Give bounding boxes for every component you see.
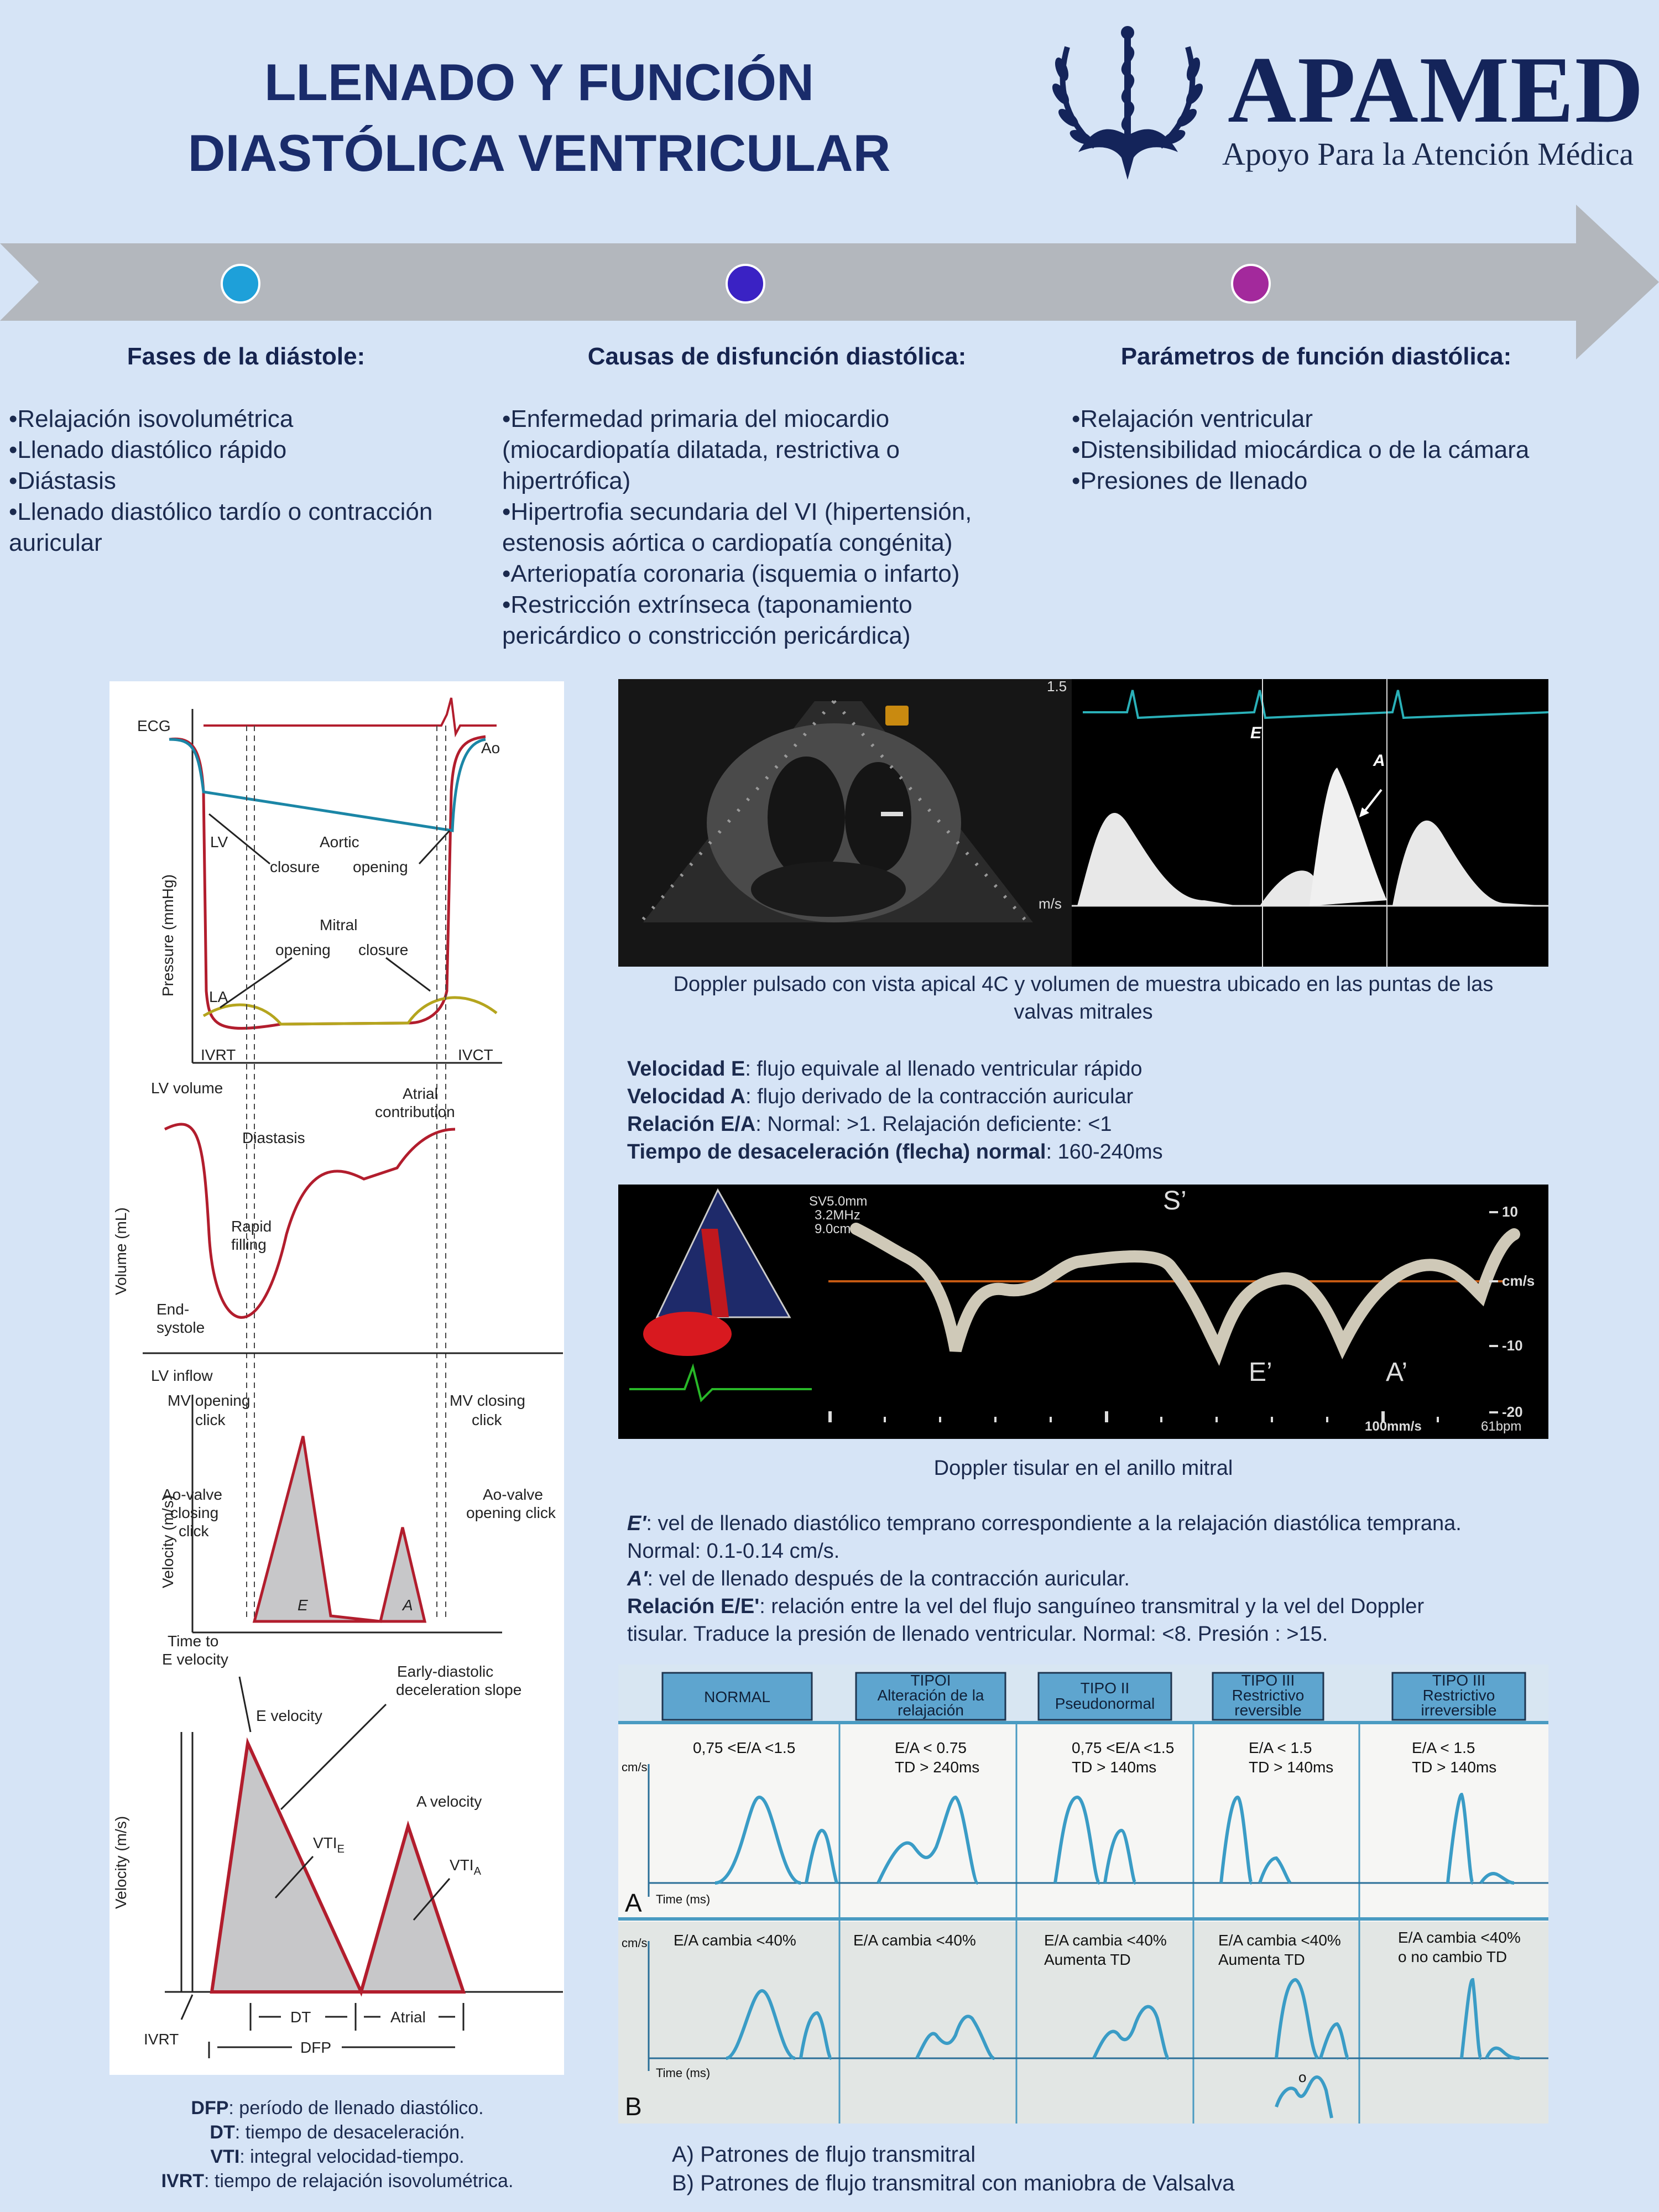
tdi-a-label: A’ [1386,1358,1408,1387]
section-a-label: A [625,1888,642,1917]
pw-e-label: E [1250,724,1262,742]
criteria-a-tipo1-l1: E/A < 0.75 [895,1739,967,1756]
note-decel-time [627,1138,1163,1166]
tdi-tick-cms: cm/s [1502,1272,1535,1289]
time-label-b: Time (ms) [656,2066,711,2080]
caption-line: Doppler pulsado con vista apical 4C y volumen de muestra ubicado en las puntas de las [673,973,1494,996]
ivrt-bottom-label: IVRT [144,2031,179,2048]
mitral-label: Mitral [320,916,358,933]
note-label: E' [627,1512,646,1535]
time-to-label: Time to [168,1632,219,1650]
eagle-caduceus-icon [1045,25,1211,191]
ao-valve-label-right: Ao-valve [483,1486,543,1503]
vti-e-subscript: E [337,1843,345,1855]
criteria-b-tipo3r-l2: Aumenta TD [1218,1951,1305,1968]
e-wave-label: E [298,1597,308,1614]
ao-valve-label-left: Ao-valve [162,1486,222,1503]
pulsed-doppler-caption [618,971,1548,1026]
list-item: •Diástasis [9,467,116,494]
note-label: Velocidad E [627,1057,745,1081]
legend-dfp [83,2096,592,2120]
criteria-b-tipo3i-l2: o no cambio TD [1398,1948,1507,1965]
note-label: Tiempo de desaceleración (flecha) normal [627,1140,1046,1164]
pattern-header-tipo2-l1: TIPO II [1080,1679,1130,1697]
pattern-header-normal: NORMAL [704,1688,770,1705]
logo-subtitle: Apoyo Para la Atención Médica [1222,136,1634,172]
ao-valve-opening-click-label: opening click [466,1504,556,1521]
valsalva-o-label: o [1298,2069,1307,2085]
list-item: •Presiones de llenado [1072,467,1308,494]
legend-abbr: DT [210,2122,235,2143]
pattern-header-tipo1-l1: TIPOI [910,1672,951,1689]
ivct-label: IVCT [458,1046,493,1063]
legend-abbr: IVRT [161,2171,205,2192]
end-label: End- [156,1301,190,1318]
tdi-mhz-label: 3.2MHz [815,1208,860,1223]
wiggers-legend [83,2096,592,2193]
criteria-a-normal-l1: 0,75 <E/A <1.5 [693,1739,796,1756]
filling-label: filling [231,1236,267,1253]
ivrt-label: IVRT [201,1046,236,1063]
ao-valve-click-label: click [179,1522,209,1540]
list-item: auricular [9,529,102,556]
note-ea-ratio [627,1110,1163,1138]
cms-label-b: cm/s [622,1936,648,1950]
legend-text: : período de llenado diastólico. [228,2098,484,2119]
pw-ms-label: m/s [1039,895,1062,912]
systole-label: systole [156,1319,205,1336]
legend-text: : integral velocidad-tiempo. [239,2146,465,2167]
legend-item: A) Patrones de flujo transmitral [672,2142,976,2167]
tissue-doppler-graphic [618,1185,1548,1439]
pattern-header-tipo2-l2: Pseudonormal [1055,1695,1155,1712]
pattern-header-tipo3r-l2: Restrictivo [1232,1687,1305,1704]
ao-label: Ao [481,739,500,757]
list-item: estenosis aórtica o cardiopatía congénita) [502,529,953,556]
note-label: A' [627,1567,648,1590]
patterns-legend [672,2140,1235,2198]
pattern-header-tipo3r-l3: reversible [1234,1702,1302,1719]
cms-label-a: cm/s [622,1760,648,1774]
mv-closing-label: MV closing [450,1392,525,1409]
tdi-tick-m10: -10 [1502,1337,1523,1354]
criteria-a-tipo2-l1: 0,75 <E/A <1.5 [1072,1739,1175,1756]
timeline-dot-2 [727,265,764,302]
legend-abbr: DFP [191,2098,229,2119]
atrial-segment-label: Atrial [390,2008,426,2026]
vti-a-subscript: A [473,1865,481,1877]
list-item: •Relajación ventricular [1072,405,1313,432]
note-text: : 160-240ms [1046,1140,1163,1164]
note-text: : vel de llenado después de la contracción auricular. [647,1567,1130,1590]
pressure-axis-label: Pressure (mmHg) [159,874,176,997]
ecg-label: ECG [137,717,171,734]
list-item: •Arteriopatía coronaria (isquemia o infarto) [502,560,960,587]
note-ee-ratio [627,1593,1462,1620]
page-title [111,47,968,189]
dt-label: DT [290,2008,311,2026]
note-text: : flujo equivale al llenado ventricular rápido [745,1057,1142,1081]
filling-patterns-diagram [618,1665,1548,2124]
list-item: •Distensibilidad miocárdica o de la cámara [1072,436,1530,463]
tissue-doppler-caption: Doppler tisular en el anillo mitral [933,1457,1233,1480]
legend-vti [83,2145,592,2169]
criteria-a-tipo3r-l1: E/A < 1.5 [1249,1739,1312,1756]
tdi-e-label: E’ [1249,1358,1272,1387]
lv-volume-label: LV volume [151,1079,223,1097]
list-item: •Restricción extrínseca (taponamiento [502,591,912,618]
criteria-a-tipo1-l2: TD > 240ms [895,1759,980,1776]
phases-list [9,404,432,559]
note-line: tisular. Traduce la presión de llenado ventricular. Normal: <8. Presión : >15. [627,1623,1328,1646]
causes-heading: Causas de disfunción diastólica: [587,343,967,370]
note-a-velocity [627,1083,1163,1110]
pulsed-doppler-graphic [618,679,1548,967]
detail-velocity-axis-label: Velocity (m/s) [112,1815,129,1909]
pattern-header-tipo3i-l2: Restrictivo [1422,1687,1495,1704]
criteria-b-tipo3i-l1: E/A cambia <40% [1398,1929,1521,1946]
ao-valve-closing-label: closing [170,1504,219,1521]
tdi-bpm-label: 61bpm [1481,1419,1522,1434]
early-diastolic-label: Early-diastolic [397,1663,494,1680]
criteria-b-tipo3r-l1: E/A cambia <40% [1218,1932,1341,1949]
note-text: : flujo derivado de la contracción auricular [745,1085,1134,1108]
parameters-heading: Parámetros de función diastólica: [1120,343,1512,370]
time-label-a: Time (ms) [656,1892,711,1906]
phases-heading: Fases de la diástole: [127,343,366,370]
list-item: pericárdico o constricción pericárdica) [502,622,911,649]
criteria-a-tipo3i-l2: TD > 140ms [1412,1759,1497,1776]
tdi-tick-10: 10 [1502,1203,1518,1220]
aortic-opening-label: opening [353,858,408,875]
list-item: •Relajación isovolumétrica [9,405,294,432]
pattern-header-tipo3i-l1: TIPO III [1432,1672,1486,1689]
list-item: •Llenado diastólico tardío o contracción [9,498,433,525]
vti-a-main: VTI [450,1856,474,1874]
tdi-speed-label: 100mm/s [1365,1419,1422,1434]
section-b-label: B [625,2092,642,2121]
vti-e-label [313,1834,345,1855]
legend-dt [83,2120,592,2145]
e-velocity-label: E velocity [256,1707,322,1724]
tdi-cm-label: 9.0cm [815,1222,851,1237]
note-text: : relación entre la vel del flujo sanguíneo transmitral y la vel del Doppler [759,1595,1425,1618]
lv-label: LV [210,833,228,851]
vti-e-main: VTI [313,1834,337,1851]
criteria-b-tipo2-l2: Aumenta TD [1044,1951,1131,1968]
mitral-closure-label: closure [358,941,409,958]
legend-abbr: VTI [210,2146,240,2167]
caption-line: valvas mitrales [1014,1000,1153,1024]
timeline-arrow [0,205,1659,365]
pulsed-doppler-notes [627,1055,1163,1166]
wiggers-diagram [109,681,564,2075]
apamed-logo [1045,25,1645,191]
aortic-label: Aortic [320,833,359,851]
note-e-velocity [627,1055,1163,1083]
tdi-sv-label: SV5.0mm [809,1194,868,1209]
criteria-b-normal-l1: E/A cambia <40% [674,1932,796,1949]
a-velocity-label: A velocity [416,1793,482,1810]
tdi-s-label: S’ [1163,1186,1187,1215]
contribution-label: contribution [375,1103,455,1120]
list-item: •Hipertrofia secundaria del VI (hipertensión, [502,498,972,525]
note-e-prime [627,1510,1462,1537]
criteria-b-tipo1-l1: E/A cambia <40% [853,1932,976,1949]
vti-a-label [450,1856,482,1877]
criteria-b-tipo2-l1: E/A cambia <40% [1044,1932,1167,1949]
pw-a-label: A [1373,752,1385,770]
pattern-header-tipo1-l3: relajación [898,1702,964,1719]
time-to-e-velocity-label: E velocity [162,1651,228,1668]
tdi-tick-m20: -20 [1502,1404,1523,1420]
note-text: : vel de llenado diastólico temprano correspondiente a la relajación diastólica temprana. [646,1512,1462,1535]
note-label: Velocidad A [627,1085,745,1108]
la-label: LA [209,988,228,1005]
note-label: Relación E/A [627,1113,756,1136]
criteria-a-tipo2-l2: TD > 140ms [1072,1759,1157,1776]
note-line: Normal: 0.1-0.14 cm/s. [627,1540,840,1563]
legend-text: : tiempo de relajación isovolumétrica. [204,2171,514,2192]
parameters-list [1072,404,1529,497]
pw-scale-top: 1.5 [1047,679,1067,695]
aortic-closure-label: closure [270,858,320,875]
timeline-dot-3 [1232,265,1270,302]
a-wave-label: A [403,1597,413,1614]
diastasis-label: Diastasis [242,1129,305,1146]
inflow-velocity-axis-label: Velocity (m/s) [159,1495,176,1588]
list-item: hipertrófica) [502,467,631,494]
list-item: •Enfermedad primaria del miocardio [502,405,890,432]
criteria-a-tipo3r-l2: TD > 140ms [1249,1759,1334,1776]
tissue-doppler-image [618,1185,1548,1439]
pattern-header-tipo1-l2: Alteración de la [877,1687,984,1704]
volume-axis-label: Volume (mL) [112,1207,129,1295]
mv-opening-click-label: click [195,1411,226,1428]
logo-name: APAMED [1228,38,1645,143]
atrial-label: Atrial [403,1085,438,1102]
lv-inflow-label: LV inflow [151,1367,213,1384]
rapid-label: Rapid [231,1218,272,1235]
dfp-label: DFP [300,2039,331,2056]
timeline-dot-1 [222,265,259,302]
legend-item: B) Patrones de flujo transmitral con maniobra de Valsalva [672,2171,1235,2195]
legend-ivrt [83,2169,592,2193]
pattern-header-tipo3i-l3: irreversible [1421,1702,1497,1719]
mv-opening-label: MV opening [168,1392,251,1409]
pulsed-doppler-image [618,679,1548,967]
deceleration-slope-label: deceleration slope [396,1681,522,1698]
title-line-2: DIASTÓLICA VENTRICULAR [187,124,891,182]
note-text: : Normal: >1. Relajación deficiente: <1 [755,1113,1112,1136]
tissue-doppler-notes [627,1510,1462,1648]
mitral-opening-label: opening [275,941,331,958]
pattern-header-tipo3r-l1: TIPO III [1241,1672,1295,1689]
wiggers-diagram-panel [109,681,564,2075]
filling-patterns-graphic [618,1665,1548,2124]
mv-closing-click-label: click [472,1411,502,1428]
criteria-a-tipo3i-l1: E/A < 1.5 [1412,1739,1475,1756]
note-label: Relación E/E' [627,1595,760,1618]
title-line-1: LLENADO Y FUNCIÓN [264,53,815,111]
note-a-prime [627,1565,1462,1593]
causes-list [502,404,972,651]
legend-text: : tiempo de desaceleración. [234,2122,465,2143]
list-item: (miocardiopatía dilatada, restrictiva o [502,436,900,463]
list-item: •Llenado diastólico rápido [9,436,287,463]
